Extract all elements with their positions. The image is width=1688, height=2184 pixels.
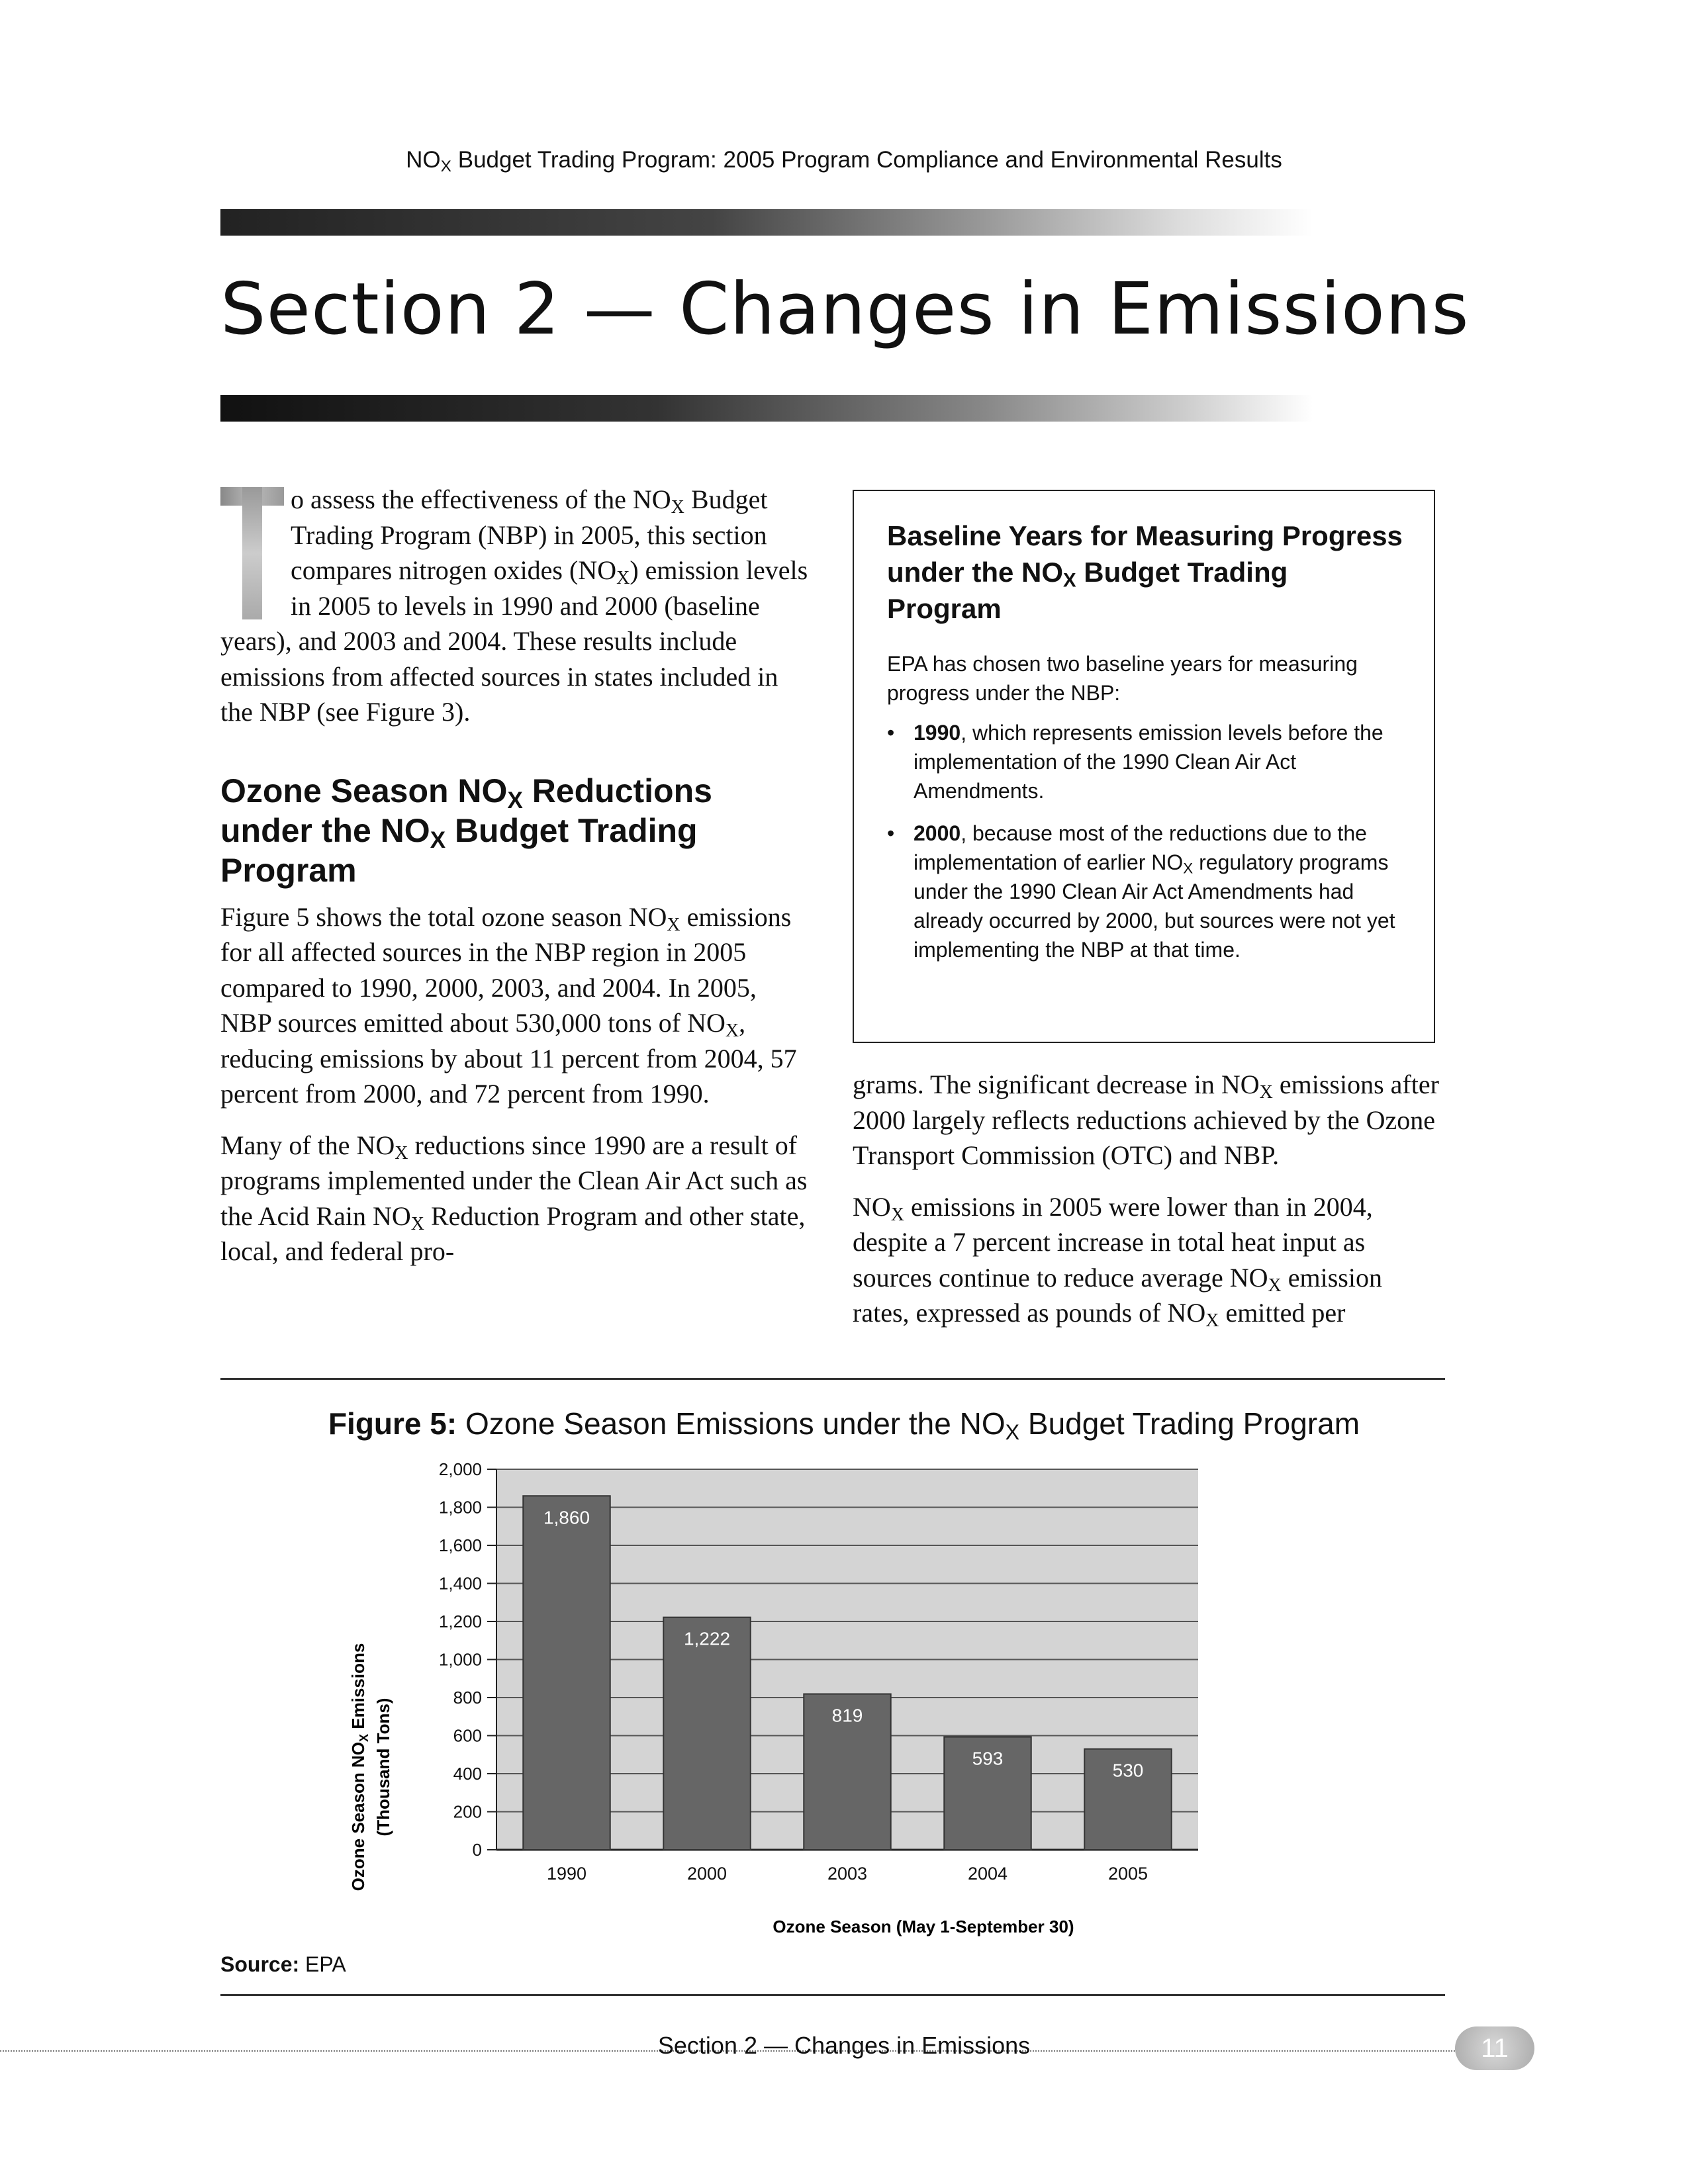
figure5-paragraph: Figure 5 shows the total ozone season $NO_X$ emissions for all affected sources in the NBP region in 2005 compared to 1990, 2000, 2003, and 2004. In 2005, NBP sources emitted about 530,000 tons of $NO_X$, reducing emissions by about 11 percent from 2004, 57 percent from 2000, and 72 percent from 1990. xyxy=(220,901,797,1109)
intro-paragraph: o assess the effectiveness of the $NO_X$ Budget Trading Program (NBP) in 2005, this section compares nitrogen oxides $(NO_X)$ emission levels in 2005 to levels in 1990 and 2000 (baseline years), and 2003 and 2004. These results include emissions from affected sources in states included in the NBP (see Figure 3). xyxy=(220,484,808,727)
baseline-years-sidebar xyxy=(853,490,1435,1043)
x-tick-label-2003: 2003 xyxy=(827,1864,868,1884)
figure-top-rule xyxy=(220,1378,1445,1380)
footer-section-name: Section 2 — Changes in Emissions xyxy=(657,2032,1031,2059)
baseline-item-1990: • 1990, which represents emission levels before the implementation of the 1990 Clean Air Act Amendments. xyxy=(887,718,1407,805)
drop-cap xyxy=(220,487,284,619)
bar-2000 xyxy=(663,1617,750,1850)
header-title-pre: NO xyxy=(406,147,441,173)
decorative-bar-bottom xyxy=(220,395,1313,422)
data-label-2005: 530 xyxy=(1112,1760,1144,1781)
figure-source: Source: EPA xyxy=(220,1952,346,1976)
data-label-1990: 1,860 xyxy=(543,1507,590,1528)
y-axis-label-units: (Thousand Tons) xyxy=(373,1698,393,1837)
figure-bottom-rule xyxy=(220,1994,1445,1996)
data-label-2000: 1,222 xyxy=(683,1628,731,1649)
x-tick-label-1990: 1990 xyxy=(546,1864,587,1884)
y-tick-label: 1,200 xyxy=(438,1612,482,1631)
decorative-bar-top xyxy=(220,209,1313,236)
header-title-sub: X xyxy=(440,158,451,176)
otc-paragraph: grams. The significant decrease in $NO_X$ emissions after 2000 largely reflects reductions achieved by the Ozone Transport Commission (OTC) and NBP. xyxy=(853,1069,1439,1170)
y-axis-label: Ozone Season $NO_X$ Emissions xyxy=(348,1643,371,1891)
heat-input-paragraph: $NO_X$ emissions in 2005 were lower than in 2004, despite a 7 percent increase in total heat input as sources continue to reduce average $NO_X$ emission rates, expressed as pounds of $NO_X$ emitted per xyxy=(853,1191,1382,1331)
data-label-2003: 819 xyxy=(831,1705,863,1726)
y-tick-label: 1,600 xyxy=(438,1535,482,1555)
x-tick-label-2004: 2004 xyxy=(967,1864,1008,1884)
baseline-list xyxy=(887,718,1407,964)
y-tick-label: 800 xyxy=(453,1688,482,1707)
reductions-paragraph: Many of the $NO_X$ reductions since 1990 are a result of programs implemented under the Clean Air Act such as the Acid Rain $NO_X$ Reduction Program and other state, local, and federal pro- xyxy=(220,1130,808,1266)
y-tick-label: 0 xyxy=(472,1840,482,1860)
baseline-item-2000: • 2000, because most of the reductions due to the implementation of earlier $NO_X$ regulatory programs under the 1990 Clean Air Act Amendments had already occurred by 2000, but sources were not yet implementing the NBP at that time. xyxy=(887,819,1407,964)
subheading-ozone-reductions: Ozone Season $NO_X$ Reductions under the $NO_X$ Budget Trading Program xyxy=(220,772,712,889)
y-tick-label: 1,800 xyxy=(438,1497,482,1518)
right-column xyxy=(853,1067,1445,1347)
emissions-bar-chart xyxy=(344,1443,1284,1946)
sidebar-intro: EPA has chosen two baseline years for measuring progress under the NBP: xyxy=(887,652,1358,705)
y-tick-label: 200 xyxy=(453,1801,482,1822)
header-title-post: Budget Trading Program: 2005 Program Compliance and Environmental Results xyxy=(451,147,1282,173)
x-tick-label-2005: 2005 xyxy=(1107,1864,1149,1884)
bar-1990 xyxy=(523,1496,610,1850)
section-title: Section 2 — Changes in Emissions xyxy=(220,268,1470,351)
y-tick-label: 400 xyxy=(453,1764,482,1784)
left-column xyxy=(220,482,813,1285)
running-header xyxy=(0,147,1688,176)
x-tick-label-2000: 2000 xyxy=(686,1864,727,1884)
y-tick-label: 2,000 xyxy=(438,1459,482,1479)
page-number: 11 xyxy=(1455,2026,1534,2070)
sidebar-title: Baseline Years for Measuring Progress under the $NO_X$ Budget Trading Program xyxy=(887,520,1403,624)
y-tick-label: 600 xyxy=(453,1725,482,1746)
figure-title: Figure 5: Ozone Season Emissions under the $NO_X$ Budget Trading Program xyxy=(328,1406,1360,1445)
data-label-2004: 593 xyxy=(972,1748,1004,1769)
x-axis-label: Ozone Season (May 1-September 30) xyxy=(773,1917,1074,1936)
y-tick-label: 1,000 xyxy=(438,1649,482,1670)
y-tick-label: 1,400 xyxy=(438,1573,482,1594)
plot-area xyxy=(439,1459,1198,1884)
